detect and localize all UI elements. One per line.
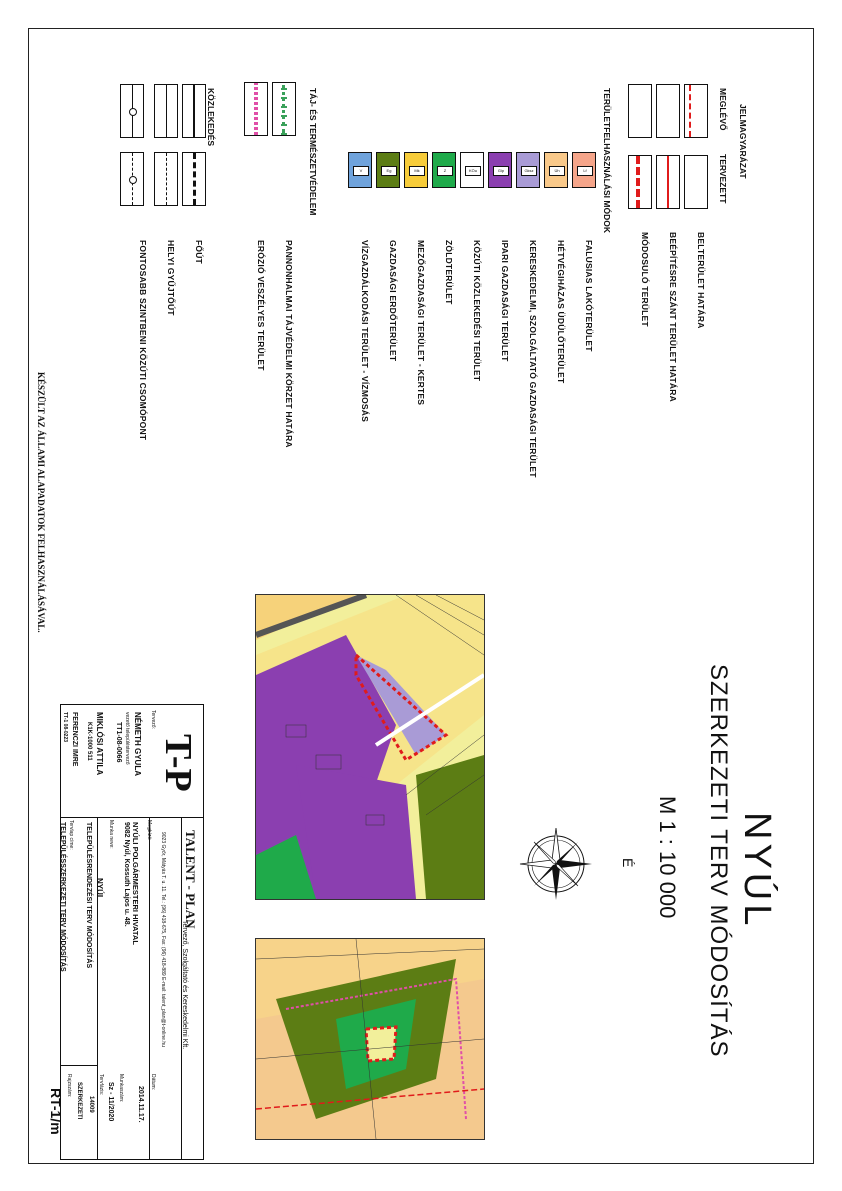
swatch-landuse-5 [432,152,456,188]
designer-2-id: K1K-1000 511 [86,722,92,761]
landuse-label: HÉTVÉGIHÁZAS ÜDÜLŐTERÜLET [556,240,566,384]
label-tajvedelmi: PANNONHALMAI TÁJVÉDELMI KÖRZET HATÁRA [284,240,294,448]
label-csomopont: FONTOSABB SZINTBENI KÖZÚTI CSOMÓPONT [138,240,148,441]
map-main-drawing [256,595,484,899]
landuse-label: ZÖLDTERÜLET [444,240,454,305]
swatch-landuse-2 [516,152,540,188]
label-gyujto: HELYI GYŰJTŐÚT [166,240,176,316]
north-text: É [620,858,636,868]
workno-label: Munkaszám: [118,1074,124,1103]
swatch-beepitesre-planned [656,155,680,209]
subtitle [704,664,732,1058]
client-label: Megbízó: [146,820,152,841]
landuse-code: Üh [549,166,565,176]
company-address: 9023 Győr, Mátyás T. u. 11. Tel.: (96) 418-675, Fax: (96) 418-889 E-mail: talent_plan@t-online.hu [160,832,166,1047]
company-desc: Tervező, Szolgáltató és Kereskedelmi Kft. [181,920,188,1050]
designer-label: Tervező: [150,710,156,729]
landuse-label: KERESKEDELMI, SZOLGÁLTATÓ GAZDASÁGI TERÜLET [528,240,538,478]
project-name: NYÚL [95,878,104,900]
plan-title: TELEPÜLÉSSZERKEZETI TERV MÓDOSÍTÁS [59,822,66,972]
landuse-label: IPARI GAZDASÁGI TERÜLET [500,240,510,362]
swatch-beepitesre-existing [656,84,680,138]
designer-1-name: NÉMETH GYULA [133,712,142,776]
place-name: NYÚL [736,812,778,930]
footnote: KÉSZÜLT AZ ÁLLAMI ALAPADATOK FELHASZNÁLÁSÁVAL. [36,372,46,633]
sheet-number: RT-1/m [48,1088,64,1135]
nature-heading: TÁJ- ÉS TERMÉSZETVÉDELEM [308,88,318,216]
swatch-erozio [244,82,268,136]
landuse-code: KÖu [465,166,481,176]
swatch-modosulo-planned [628,155,652,209]
landuse-label: FALUSIAS LAKÓTERÜLET [584,240,594,352]
project-label: Munka neve: [108,820,114,849]
date-value: 2014.11.17. [137,1086,144,1123]
map-secondary-drawing [256,939,484,1139]
label-fout: FŐÚT [194,240,204,264]
map-detail-main [255,594,485,900]
landuse-code: Gksz [521,166,537,176]
client-address: 9082 Nyúl, Kossuth Lajos u. 48. [123,822,130,927]
scale-label [654,796,680,918]
designer-3-id: TT-1 08-0223 [62,712,68,743]
swatch-landuse-6 [404,152,428,188]
client-name: NYÚLI POLGÁRMESTERI HIVATAL [131,822,140,945]
company-name: TALENT - PLAN [183,830,198,929]
landuse-heading: TERÜLETFELHASZNÁLÁSI MÓDOK [602,88,612,233]
scale-text: M 1 : 10 000 [655,796,680,919]
sheet-label: Rajzszám: [66,1074,72,1098]
phase-value: SZERKEZETI [76,1082,82,1120]
workno-value: Sz - 11/2020 [107,1082,114,1122]
label-beepitesre: BEÉPÍTÉSRE SZÁNT TERÜLET HATÁRA [668,232,678,402]
landuse-label: GAZDASÁGI ERDŐTERÜLET [388,240,398,362]
swatch-csomopont-planned [120,152,144,206]
swatch-fout-existing [182,84,206,138]
designer-1-id: TT1-08-0066 [115,722,122,763]
landuse-code: Mk [409,166,425,176]
plan-label: Tervlap címe: [68,820,74,850]
swatch-csomopont-existing [120,84,144,138]
landuse-label: VÍZGAZDÁLKODÁSI TERÜLET - VÍZMOSÁS [360,240,370,422]
swatch-landuse-4 [460,152,484,188]
compass-rose-icon [516,824,596,904]
designer-1-role: vezető településtervező [124,712,130,765]
col-existing: MEGLÉVŐ [718,88,728,131]
landuse-code: Lf [577,166,593,176]
swatch-modosulo-existing [628,84,652,138]
date-label: Dátum: [150,1074,156,1091]
label-modosulo: MÓDOSULÓ TERÜLET [640,232,650,327]
map-title [735,812,778,929]
swatch-landuse-8 [348,152,372,188]
label-belterulet: BELTERÜLET HATÁRA [696,232,706,329]
col-planned: TERVEZETT [718,154,728,204]
legend-heading: JELMAGYARÁZAT [738,104,748,179]
label-erozio: ERÓZIÓ VESZÉLYES TERÜLET [256,240,266,371]
swatch-gyujto-planned [154,152,178,206]
landuse-label: KÖZÚTI KÖZLEKEDÉSI TERÜLET [472,240,482,382]
swatch-belterulet-existing [684,84,708,138]
designer-3-name: FERENCZI IMRE [71,712,78,767]
swatch-gyujto-existing [154,84,178,138]
swatch-tajvedelmi [272,82,296,136]
company-logo: T-P [157,734,199,792]
landuse-label: MEZŐGAZDASÁGI TERÜLET - KERTES [416,240,426,406]
designer-2-name: MIKLÓSI ATTILA [95,712,104,776]
north-label [620,858,636,867]
swatch-landuse-0 [572,152,596,188]
landuse-code: Gip [493,166,509,176]
swatch-landuse-3 [488,152,512,188]
traffic-heading: KÖZLEKEDÉS [206,88,216,147]
swatch-fout-planned [182,152,206,206]
map-detail-secondary [255,938,485,1140]
landuse-code: V [353,166,369,176]
map-subtitle: SZERKEZETI TERV MÓDOSÍTÁS [705,664,732,1058]
swatch-landuse-1 [544,152,568,188]
swatch-landuse-7 [376,152,400,188]
swatch-belterulet-planned [684,155,708,209]
code-label: Tervfázis: [98,1074,104,1096]
landuse-code: Z [437,166,453,176]
code-value: 14009 [88,1096,94,1113]
project-sub: TELEPÜLÉSRENDEZÉSI TERV MÓDOSÍTÁS [85,822,92,969]
landuse-code: Eg [381,166,397,176]
